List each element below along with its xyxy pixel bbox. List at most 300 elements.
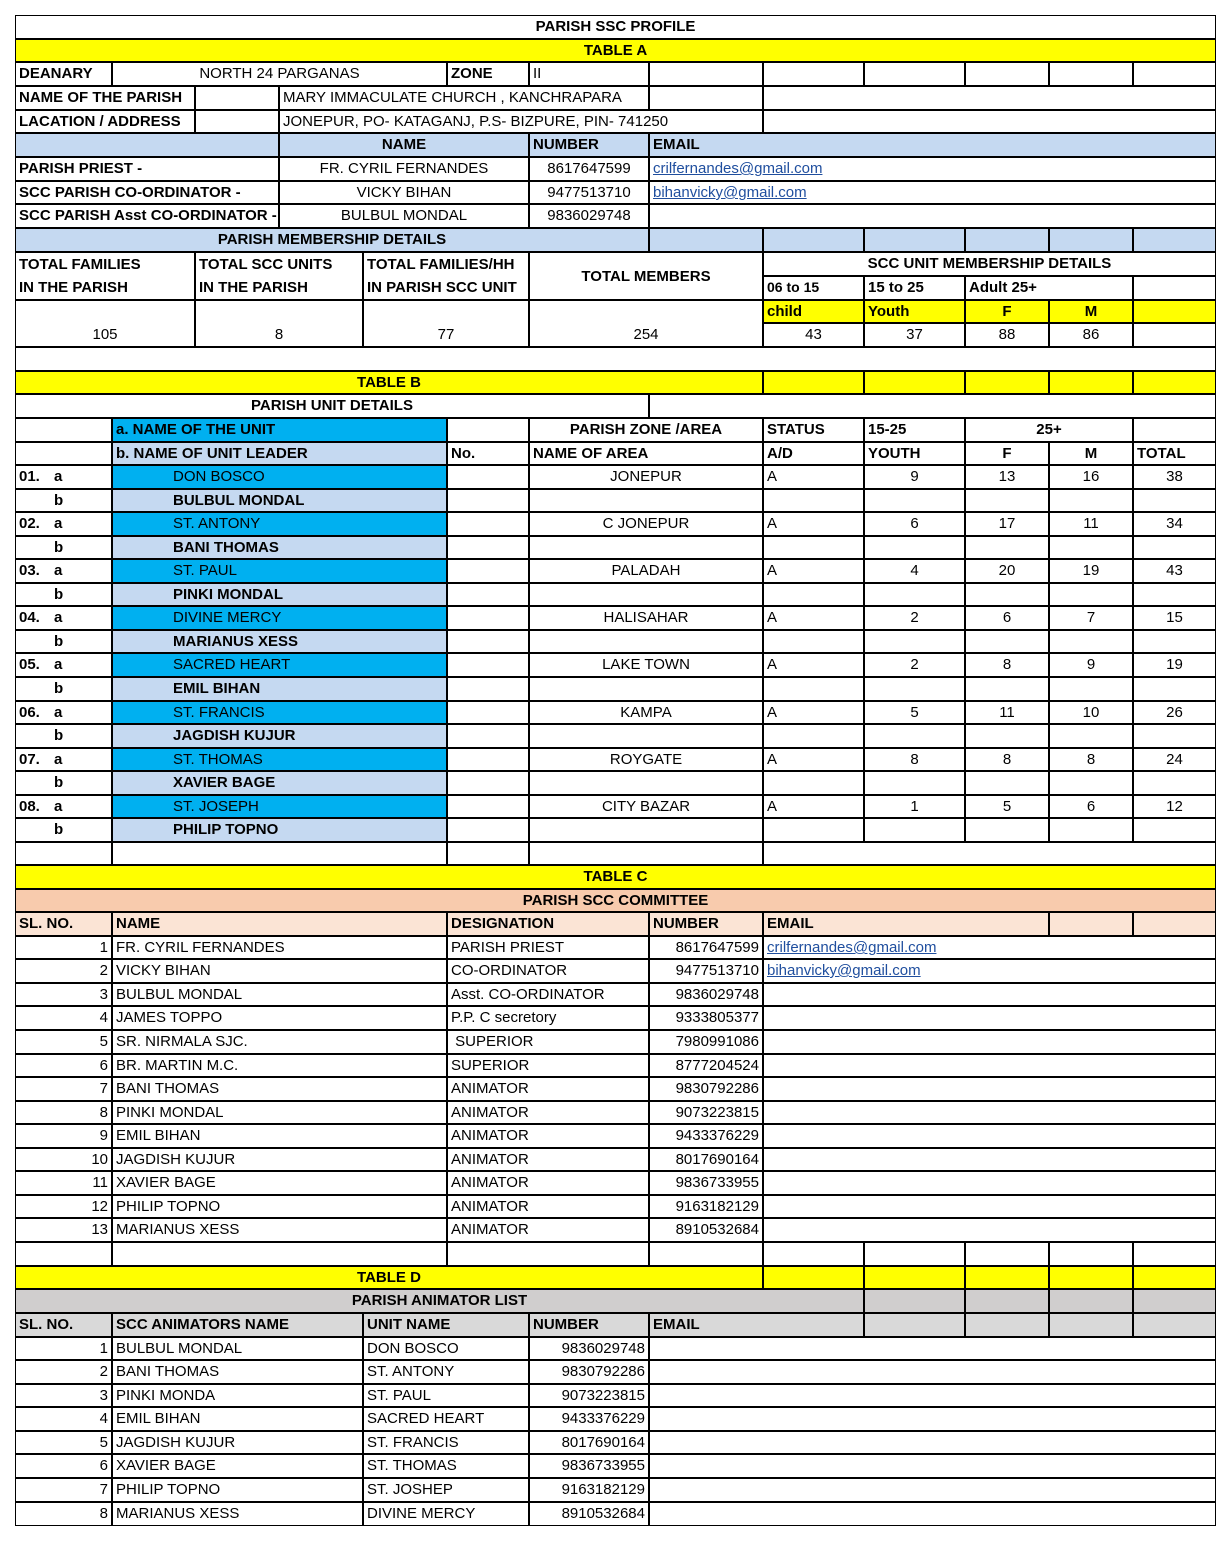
unit-row-b-cell	[15, 536, 112, 559]
header-no: No.	[447, 442, 529, 465]
empty-cell	[763, 62, 864, 86]
animator-email	[649, 1337, 1216, 1360]
empty-cell	[965, 1242, 1049, 1266]
empty-cell	[864, 1242, 965, 1266]
committee-name: XAVIER BAGE	[112, 1171, 447, 1195]
unit-status: A	[763, 606, 864, 630]
empty-cell	[15, 842, 112, 865]
total-members-value: 254	[529, 300, 763, 347]
table-c-subheading: PARISH SCC COMMITTEE	[15, 889, 1216, 912]
contact-number: 9477513710	[529, 181, 649, 204]
unit-m: 10	[1049, 701, 1133, 724]
committee-number: 9433376229	[649, 1124, 763, 1148]
contact-email-link[interactable]: bihanvicky@gmail.com	[653, 184, 807, 201]
unit-area: C JONEPUR	[529, 512, 763, 536]
committee-name: FR. CYRIL FERNANDES	[112, 936, 447, 959]
header-total-members: TOTAL MEMBERS	[529, 252, 763, 300]
empty-cell	[1049, 1266, 1133, 1289]
unit-no	[447, 795, 529, 818]
empty-cell	[447, 1242, 649, 1266]
total-units-value: 8	[195, 300, 363, 347]
spacer-row	[15, 347, 1216, 371]
unit-no	[447, 465, 529, 489]
d-header-number: NUMBER	[529, 1313, 649, 1337]
unit-row-number: 06.	[19, 704, 40, 721]
unit-row-b-marker: b	[54, 821, 64, 838]
unit-status: A	[763, 653, 864, 677]
unit-status: A	[763, 795, 864, 818]
animator-email	[649, 1502, 1216, 1526]
empty-cell	[1133, 371, 1216, 394]
unit-row-b-marker: b	[54, 774, 64, 791]
header-youth: YOUTH	[864, 442, 965, 465]
unit-youth: 1	[864, 795, 965, 818]
empty-cell	[1049, 771, 1133, 795]
unit-row-a-marker: a	[54, 704, 63, 721]
empty-cell	[763, 724, 864, 748]
membership-heading: PARISH MEMBERSHIP DETAILS	[15, 228, 649, 252]
unit-no	[447, 748, 529, 771]
animator-sl: 6	[15, 1454, 112, 1478]
unit-row-b-cell	[15, 771, 112, 795]
unit-row-b-cell	[15, 818, 112, 842]
empty-cell	[649, 394, 1216, 418]
unit-row-b-cell	[15, 489, 112, 512]
empty-cell	[763, 1266, 864, 1289]
unit-row-b-marker: b	[54, 492, 64, 509]
animator-number: 9433376229	[529, 1407, 649, 1431]
committee-name: BULBUL MONDAL	[112, 983, 447, 1006]
contact-name: FR. CYRIL FERNANDES	[279, 157, 529, 181]
committee-number: 8777204524	[649, 1054, 763, 1077]
unit-youth: 9	[864, 465, 965, 489]
committee-email-link[interactable]: bihanvicky@gmail.com	[767, 962, 921, 979]
unit-membership-heading: SCC UNIT MEMBERSHIP DETAILS	[763, 252, 1216, 276]
empty-cell	[447, 630, 529, 653]
committee-name: EMIL BIHAN	[112, 1124, 447, 1148]
empty-cell	[112, 1242, 447, 1266]
unit-row-number-cell	[15, 606, 112, 630]
committee-number: 9333805377	[649, 1006, 763, 1030]
empty-cell	[864, 1289, 965, 1313]
unit-row-a-marker: a	[54, 798, 63, 815]
unit-name: ST. THOMAS	[112, 748, 447, 771]
animator-name: PINKI MONDA	[112, 1384, 363, 1407]
committee-sl: 12	[15, 1195, 112, 1218]
parish-ssc-profile-sheet	[15, 15, 1216, 1526]
contact-role: PARISH PRIEST -	[15, 157, 279, 181]
empty-cell	[763, 677, 864, 701]
unit-total: 38	[1133, 465, 1216, 489]
empty-cell	[447, 489, 529, 512]
animator-unit: ST. FRANCIS	[363, 1431, 529, 1454]
address-value: JONEPUR, PO- KATAGANJ, P.S- BIZPURE, PIN- 741250	[279, 110, 763, 133]
committee-email-cell	[763, 1195, 1216, 1218]
empty-cell	[864, 228, 965, 252]
committee-email-link[interactable]: crilfernandes@gmail.com	[767, 939, 937, 956]
empty-cell	[529, 583, 763, 606]
animator-name: BULBUL MONDAL	[112, 1337, 363, 1360]
empty-cell	[1049, 1289, 1133, 1313]
animator-number: 9073223815	[529, 1384, 649, 1407]
committee-designation: ANIMATOR	[447, 1218, 649, 1242]
empty-cell	[1133, 300, 1216, 323]
unit-no	[447, 606, 529, 630]
unit-row-number: 04.	[19, 609, 40, 626]
unit-row-b-marker: b	[54, 633, 64, 650]
d-header-sl: SL. NO.	[15, 1313, 112, 1337]
empty-cell	[965, 583, 1049, 606]
committee-designation: ANIMATOR	[447, 1077, 649, 1101]
unit-row-a-marker: a	[54, 751, 63, 768]
unit-row-a-marker: a	[54, 562, 63, 579]
animator-number: 8910532684	[529, 1502, 649, 1526]
unit-total: 15	[1133, 606, 1216, 630]
animator-sl: 4	[15, 1407, 112, 1431]
child-value: 43	[763, 323, 864, 347]
animator-email	[649, 1478, 1216, 1502]
animator-name: XAVIER BAGE	[112, 1454, 363, 1478]
empty-cell	[15, 1242, 112, 1266]
committee-email-cell	[763, 1101, 1216, 1124]
header-total-hh-line1: TOTAL FAMILIES/HH	[367, 256, 515, 273]
unit-status: A	[763, 559, 864, 583]
unit-leader: XAVIER BAGE	[112, 771, 447, 795]
empty-cell	[1049, 630, 1133, 653]
animator-unit: ST. THOMAS	[363, 1454, 529, 1478]
empty-cell	[763, 110, 1216, 133]
zone-label: ZONE	[447, 62, 529, 86]
unit-area: LAKE TOWN	[529, 653, 763, 677]
unit-area: KAMPA	[529, 701, 763, 724]
animator-name: BANI THOMAS	[112, 1360, 363, 1384]
committee-number: 9477513710	[649, 959, 763, 983]
header-f: F	[965, 442, 1049, 465]
header-25-plus: 25+	[965, 418, 1133, 442]
committee-email-cell	[763, 983, 1216, 1006]
unit-f: 11	[965, 701, 1049, 724]
empty-cell	[195, 86, 279, 110]
committee-sl: 13	[15, 1218, 112, 1242]
empty-cell	[1049, 536, 1133, 559]
header-total-units-line2: IN THE PARISH	[199, 279, 308, 296]
total-hh-value: 77	[363, 300, 529, 347]
committee-name: BANI THOMAS	[112, 1077, 447, 1101]
unit-leader: PINKI MONDAL	[112, 583, 447, 606]
unit-area: CITY BAZAR	[529, 795, 763, 818]
empty-cell	[763, 489, 864, 512]
unit-f: 6	[965, 606, 1049, 630]
animator-sl: 5	[15, 1431, 112, 1454]
contact-role: SCC PARISH CO-ORDINATOR -	[15, 181, 279, 204]
header-total-families-line1: TOTAL FAMILIES	[19, 256, 141, 273]
unit-row-b-marker: b	[54, 539, 64, 556]
empty-cell	[1133, 912, 1216, 936]
table-b-heading: TABLE B	[15, 371, 763, 394]
empty-cell	[1049, 62, 1133, 86]
animator-sl: 1	[15, 1337, 112, 1360]
committee-number: 7980991086	[649, 1030, 763, 1054]
unit-row-b-cell	[15, 724, 112, 748]
empty-cell	[529, 630, 763, 653]
committee-designation: ANIMATOR	[447, 1195, 649, 1218]
contact-header-email: EMAIL	[649, 133, 1216, 157]
unit-status: A	[763, 512, 864, 536]
deanary-label: DEANARY	[15, 62, 112, 86]
empty-cell	[965, 371, 1049, 394]
empty-cell	[195, 110, 279, 133]
empty-cell	[1133, 630, 1216, 653]
unit-row-number: 07.	[19, 751, 40, 768]
committee-name: MARIANUS XESS	[112, 1218, 447, 1242]
empty-cell	[763, 630, 864, 653]
unit-youth: 2	[864, 606, 965, 630]
unit-row-number: 03.	[19, 562, 40, 579]
header-total-families	[15, 252, 195, 300]
unit-leader: EMIL BIHAN	[112, 677, 447, 701]
unit-area: PALADAH	[529, 559, 763, 583]
empty-cell	[965, 771, 1049, 795]
contact-header-blank	[15, 133, 279, 157]
committee-sl: 6	[15, 1054, 112, 1077]
committee-name: PINKI MONDAL	[112, 1101, 447, 1124]
animator-email	[649, 1384, 1216, 1407]
empty-cell	[1133, 818, 1216, 842]
unit-row-b-marker: b	[54, 586, 64, 603]
empty-cell	[965, 489, 1049, 512]
unit-status: A	[763, 748, 864, 771]
committee-sl: 9	[15, 1124, 112, 1148]
empty-cell	[864, 818, 965, 842]
unit-m: 9	[1049, 653, 1133, 677]
committee-designation: SUPERIOR	[447, 1054, 649, 1077]
empty-cell	[1049, 724, 1133, 748]
committee-designation: ANIMATOR	[447, 1101, 649, 1124]
animator-unit: ST. JOSHEP	[363, 1478, 529, 1502]
animator-name: EMIL BIHAN	[112, 1407, 363, 1431]
unit-youth: 4	[864, 559, 965, 583]
contact-header-name: NAME	[279, 133, 529, 157]
empty-cell	[965, 62, 1049, 86]
empty-cell	[763, 771, 864, 795]
empty-cell	[1133, 1289, 1216, 1313]
empty-cell	[965, 818, 1049, 842]
unit-leader: MARIANUS XESS	[112, 630, 447, 653]
contact-role: SCC PARISH Asst CO-ORDINATOR -	[15, 204, 279, 228]
empty-cell	[1049, 583, 1133, 606]
unit-row-number: 01.	[19, 468, 40, 485]
empty-cell	[112, 842, 447, 865]
empty-cell	[763, 86, 1216, 110]
committee-sl: 7	[15, 1077, 112, 1101]
empty-cell	[763, 1242, 864, 1266]
header-ad: A/D	[763, 442, 864, 465]
c-header-designation: DESIGNATION	[447, 912, 649, 936]
unit-f: 8	[965, 748, 1049, 771]
empty-cell	[864, 489, 965, 512]
empty-cell	[649, 1242, 763, 1266]
empty-cell	[864, 1266, 965, 1289]
committee-number: 9836733955	[649, 1171, 763, 1195]
unit-name: DON BOSCO	[112, 465, 447, 489]
animator-unit: ST. ANTONY	[363, 1360, 529, 1384]
animator-unit: DIVINE MERCY	[363, 1502, 529, 1526]
unit-row-number-cell	[15, 701, 112, 724]
unit-no	[447, 559, 529, 583]
unit-row-number-cell	[15, 653, 112, 677]
header-unit-name: a. NAME OF THE UNIT	[112, 418, 447, 442]
header-total-units-line1: TOTAL SCC UNITS	[199, 256, 333, 273]
animator-name: PHILIP TOPNO	[112, 1478, 363, 1502]
committee-email-cell	[763, 936, 1216, 959]
empty-cell	[529, 536, 763, 559]
committee-number: 9830792286	[649, 1077, 763, 1101]
empty-cell	[864, 536, 965, 559]
empty-cell	[529, 724, 763, 748]
table-b-subheading: PARISH UNIT DETAILS	[15, 394, 649, 418]
empty-cell	[1133, 62, 1216, 86]
unit-f: 20	[965, 559, 1049, 583]
unit-youth: 2	[864, 653, 965, 677]
empty-cell	[1133, 323, 1216, 347]
animator-sl: 7	[15, 1478, 112, 1502]
committee-number: 8910532684	[649, 1218, 763, 1242]
empty-cell	[965, 1266, 1049, 1289]
unit-f: 8	[965, 653, 1049, 677]
unit-f: 17	[965, 512, 1049, 536]
unit-total: 43	[1133, 559, 1216, 583]
empty-cell	[965, 1313, 1049, 1337]
empty-cell	[1133, 771, 1216, 795]
committee-designation: SUPERIOR	[447, 1030, 649, 1054]
unit-m: 11	[1049, 512, 1133, 536]
unit-area: ROYGATE	[529, 748, 763, 771]
contact-email-cell	[649, 204, 1216, 228]
sheet-title: PARISH SSC PROFILE	[15, 15, 1216, 39]
empty-cell	[864, 771, 965, 795]
empty-cell	[447, 677, 529, 701]
committee-designation: Asst. CO-ORDINATOR	[447, 983, 649, 1006]
committee-email-cell	[763, 1006, 1216, 1030]
unit-no	[447, 701, 529, 724]
unit-total: 19	[1133, 653, 1216, 677]
empty-cell	[1049, 912, 1133, 936]
unit-row-b-marker: b	[54, 727, 64, 744]
committee-number: 9073223815	[649, 1101, 763, 1124]
animator-number: 9830792286	[529, 1360, 649, 1384]
empty-cell	[447, 418, 529, 442]
header-total-hh	[363, 252, 529, 300]
c-header-sl: SL. NO.	[15, 912, 112, 936]
unit-m: 16	[1049, 465, 1133, 489]
committee-sl: 8	[15, 1101, 112, 1124]
unit-leader: JAGDISH KUJUR	[112, 724, 447, 748]
animator-email	[649, 1431, 1216, 1454]
empty-cell	[1133, 724, 1216, 748]
contact-email-link[interactable]: crilfernandes@gmail.com	[653, 160, 823, 177]
contact-number: 9836029748	[529, 204, 649, 228]
d-header-name: SCC ANIMATORS NAME	[112, 1313, 363, 1337]
empty-cell	[965, 228, 1049, 252]
committee-designation: PARISH PRIEST	[447, 936, 649, 959]
unit-f: 5	[965, 795, 1049, 818]
animator-number: 8017690164	[529, 1431, 649, 1454]
unit-leader: BULBUL MONDAL	[112, 489, 447, 512]
empty-cell	[649, 228, 763, 252]
unit-row-number-cell	[15, 512, 112, 536]
committee-designation: ANIMATOR	[447, 1171, 649, 1195]
committee-sl: 5	[15, 1030, 112, 1054]
committee-sl: 4	[15, 1006, 112, 1030]
empty-cell	[1049, 1242, 1133, 1266]
age-06-15: 06 to 15	[763, 276, 864, 300]
animator-sl: 2	[15, 1360, 112, 1384]
contact-name: VICKY BIHAN	[279, 181, 529, 204]
empty-cell	[1133, 276, 1216, 300]
unit-row-b-cell	[15, 583, 112, 606]
d-header-email: EMAIL	[649, 1313, 864, 1337]
age-15-25: 15 to 25	[864, 276, 965, 300]
unit-row-b-cell	[15, 630, 112, 653]
empty-cell	[1133, 677, 1216, 701]
empty-cell	[864, 677, 965, 701]
animator-unit: SACRED HEART	[363, 1407, 529, 1431]
empty-cell	[1133, 228, 1216, 252]
header-total: TOTAL	[1133, 442, 1216, 465]
header-total-units	[195, 252, 363, 300]
unit-name: ST. PAUL	[112, 559, 447, 583]
table-d-heading: TABLE D	[15, 1266, 763, 1289]
header-m: M	[1049, 442, 1133, 465]
empty-cell	[447, 536, 529, 559]
empty-cell	[447, 842, 529, 865]
empty-cell	[763, 818, 864, 842]
animator-number: 9163182129	[529, 1478, 649, 1502]
empty-cell	[447, 818, 529, 842]
unit-leader: BANI THOMAS	[112, 536, 447, 559]
animator-sl: 3	[15, 1384, 112, 1407]
address-label: LACATION / ADDRESS	[15, 110, 195, 133]
empty-cell	[1133, 1266, 1216, 1289]
committee-designation: CO-ORDINATOR	[447, 959, 649, 983]
empty-cell	[15, 442, 112, 465]
empty-cell	[1133, 489, 1216, 512]
header-15-25: 15-25	[864, 418, 965, 442]
empty-cell	[965, 630, 1049, 653]
empty-cell	[864, 1313, 965, 1337]
header-unit-leader: b. NAME OF UNIT LEADER	[112, 442, 447, 465]
empty-cell	[864, 62, 965, 86]
unit-row-b-cell	[15, 677, 112, 701]
unit-name: ST. JOSEPH	[112, 795, 447, 818]
empty-cell	[15, 418, 112, 442]
committee-name: BR. MARTIN M.C.	[112, 1054, 447, 1077]
c-header-name: NAME	[112, 912, 447, 936]
unit-row-number-cell	[15, 748, 112, 771]
unit-m: 6	[1049, 795, 1133, 818]
c-header-number: NUMBER	[649, 912, 763, 936]
empty-cell	[447, 583, 529, 606]
unit-no	[447, 653, 529, 677]
unit-total: 24	[1133, 748, 1216, 771]
empty-cell	[649, 62, 763, 86]
unit-name: SACRED HEART	[112, 653, 447, 677]
committee-number: 9836029748	[649, 983, 763, 1006]
empty-cell	[1049, 371, 1133, 394]
empty-cell	[965, 724, 1049, 748]
empty-cell	[529, 818, 763, 842]
animator-unit: ST. PAUL	[363, 1384, 529, 1407]
